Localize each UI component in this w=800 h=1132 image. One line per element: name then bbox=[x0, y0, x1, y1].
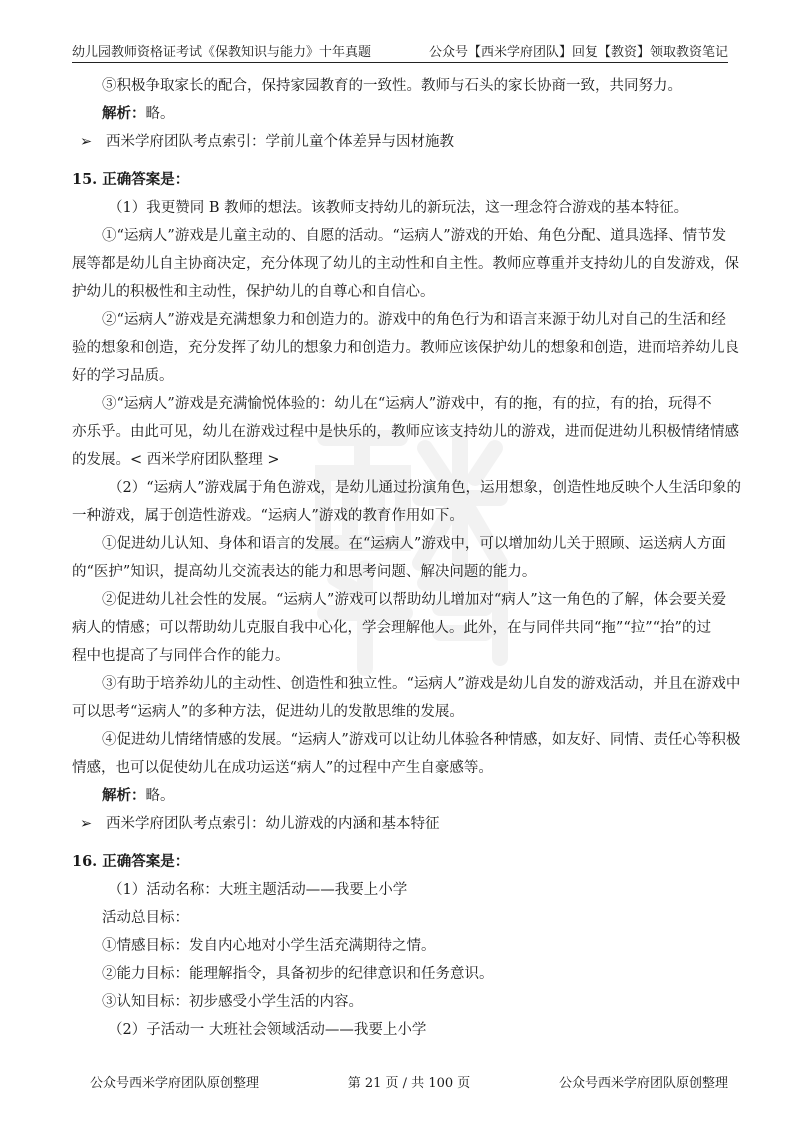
q15-line: 病人的情感；可以帮助幼儿克服自我中心化，学会理解他人。此外，在与同伴共同“拖”“拉”“抬”的过 bbox=[72, 620, 711, 636]
q15-line: ③“运病人”游戏是充满愉悦体验的：幼儿在“运病人”游戏中，有的拖，有的拉，有的抬，玩得不 bbox=[102, 396, 712, 412]
q15-line: ②“运病人”游戏是充满想象力和创造力的。游戏中的角色行为和语言来源于幼儿对自己的生活和经 bbox=[102, 312, 726, 328]
q15-line: （1）我更赞同 B 教师的想法。该教师支持幼儿的新玩法，这一理念符合游戏的基本特征。 bbox=[108, 200, 689, 216]
arrow-bullet-icon: ➢ bbox=[80, 816, 93, 832]
q15-line: 好的学习品质。 bbox=[72, 368, 174, 384]
q15-line: ②促进幼儿社会性的发展。“运病人”游戏可以帮助幼儿增加对“病人”这一角色的了解，体会要关爱 bbox=[102, 592, 727, 608]
q16-line: 活动总目标： bbox=[102, 910, 189, 926]
q15-line: 情感，也可以促使幼儿在成功运送“病人”的过程中产生自豪感等。 bbox=[72, 760, 493, 776]
header-right-note: 公众号【西米学府团队】回复【教资】领取教资笔记 bbox=[428, 45, 728, 60]
header-divider bbox=[72, 62, 728, 63]
q15-line: 一种游戏，属于创造性游戏。“运病人”游戏的教育作用如下。 bbox=[72, 508, 464, 524]
q15-line: ①促进幼儿认知、身体和语言的发展。在“运病人”游戏中，可以增加幼儿关于照顾、运送病人方面 bbox=[102, 536, 726, 552]
footer-left: 公众号西米学府团队原创整理 bbox=[90, 1076, 260, 1091]
q16-heading: 16. 正确答案是： bbox=[72, 853, 190, 870]
q15-line: 可以思考“运病人”的多种方法，促进幼儿的发散思维的发展。 bbox=[72, 704, 464, 720]
q15-line: 验的想象和创造，充分发挥了幼儿的想象力和创造力。教师应该保护幼儿的想象和创造，进而培养幼儿良 bbox=[72, 340, 739, 356]
arrow-bullet-icon: ➢ bbox=[80, 134, 93, 150]
q15-line: （2）“运病人”游戏属于角色游戏，是幼儿通过扮演角色，运用想象，创造性地反映个人生活印象的 bbox=[108, 480, 742, 496]
q14-line-5: ⑤积极争取家长的配合，保持家园教育的一致性。教师与石头的家长协商一致，共同努力。 bbox=[102, 78, 682, 94]
q16-line: ②能力目标：能理解指令，具备初步的纪律意识和任务意识。 bbox=[102, 966, 494, 982]
index-text: 西米学府团队考点索引：学前儿童个体差异与因材施教 bbox=[106, 134, 454, 150]
q15-heading: 15. 正确答案是： bbox=[72, 171, 190, 188]
q15-line: 亦乐乎。由此可见，幼儿在游戏过程中是快乐的，教师应该支持幼儿的游戏，进而促进幼儿积极情绪情感 bbox=[72, 424, 739, 440]
q15-line: ①“运病人”游戏是儿童主动的、自愿的活动。“运病人”游戏的开始、角色分配、道具选择、情节发 bbox=[102, 228, 727, 244]
q14-index bbox=[72, 128, 728, 156]
q15-line: 展等都是幼儿自主协商决定，充分体现了幼儿的主动性和自主性。教师应尊重并支持幼儿的自发游戏，保 bbox=[72, 256, 739, 272]
page-footer bbox=[90, 1072, 728, 1094]
page-content bbox=[72, 72, 742, 1044]
header-left-title: 幼儿园教师资格证考试《保教知识与能力》十年真题 bbox=[72, 45, 372, 60]
q15-line: 程中也提高了与同伴合作的能力。 bbox=[72, 648, 290, 664]
q15-line: ③有助于培养幼儿的主动性、创造性和独立性。“运病人”游戏是幼儿自发的游戏活动，并且在游戏中 bbox=[102, 676, 741, 692]
analysis-label: 解析： bbox=[102, 787, 146, 804]
q14-analysis bbox=[72, 100, 728, 128]
q15-analysis bbox=[72, 782, 728, 810]
page-header bbox=[72, 36, 728, 60]
q16-line: ③认知目标：初步感受小学生活的内容。 bbox=[102, 994, 363, 1010]
q15-line: 的“医护”知识，提高幼儿交流表达的能力和思考问题、解决问题的能力。 bbox=[72, 564, 537, 580]
q15-line: 护幼儿的积极性和主动性，保护幼儿的自尊心和自信心。 bbox=[72, 284, 435, 300]
q16-line: （1）活动名称：大班主题活动——我要上小学 bbox=[108, 882, 408, 898]
analysis-label: 解析： bbox=[102, 105, 146, 122]
q16-line: （2）子活动一 大班社会领域活动——我要上小学 bbox=[108, 1022, 427, 1038]
analysis-text: 略。 bbox=[145, 788, 175, 804]
index-text: 西米学府团队考点索引：幼儿游戏的内涵和基本特征 bbox=[106, 816, 440, 832]
q15-line: ④促进幼儿情绪情感的发展。“运病人”游戏可以让幼儿体验各种情感，如友好、同情、责任心等积极 bbox=[102, 732, 741, 748]
analysis-text: 略。 bbox=[145, 106, 175, 122]
q15-line: 的发展。< 西米学府团队整理 > bbox=[72, 452, 280, 468]
q15-index bbox=[72, 810, 728, 838]
q16-line: ①情感目标：发自内心地对小学生活充满期待之情。 bbox=[102, 938, 436, 954]
footer-right: 公众号西米学府团队原创整理 bbox=[558, 1076, 728, 1091]
page-number: 第 21 页 / 共 100 页 bbox=[347, 1076, 471, 1091]
